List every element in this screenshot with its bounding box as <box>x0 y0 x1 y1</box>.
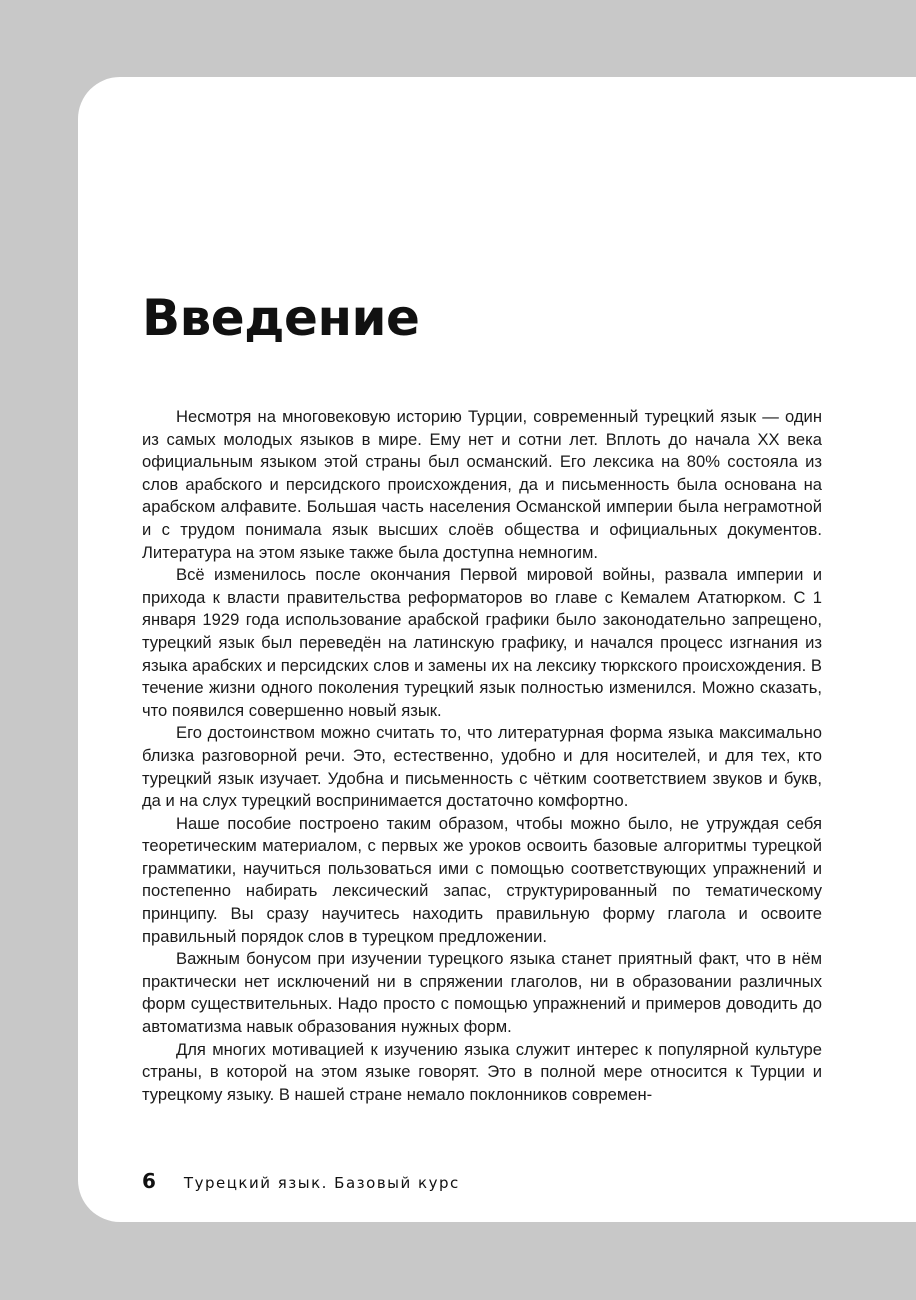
chapter-title: Введение <box>142 289 420 347</box>
paragraph: Для многих мотивацией к изучению языка служит интерес к популярной культуре страны, в которой на этом языке говорят. Это в полной мере относится к Турции и турецкому языку. В нашей стране немало поклонников современ- <box>142 1039 822 1104</box>
book-page <box>78 77 916 1222</box>
paragraph: Всё изменилось после окончания Первой мировой войны, развала империи и прихода к власти правительства реформаторов во главе с Кемалем Ататюрком. С 1 января 1929 года использование арабской графики было законодательно запрещено, турецкий язык был переведён на латинскую графику, и начался процесс изгнания из языка арабских и персидских слов и замены их на лексику тюркского происхождения. В течение жизни одного поколения турецкий язык полностью изменился. Можно сказать, что появился совершенно новый язык. <box>142 565 822 720</box>
page-footer <box>142 1169 460 1193</box>
running-head: Турецкий язык. Базовый курс <box>183 1174 460 1192</box>
page-number: 6 <box>142 1169 156 1193</box>
paragraph: Несмотря на многовековую историю Турции, современный турецкий язык — один из самых молодых языков в мире. Ему нет и сотни лет. Вплоть до начала XX века официальным языком этой страны был османский. Его лексика на 80% состояла из слов арабского и персидского происхождения, да и письменность была основана на арабском алфавите. Большая часть населения Османской империи была неграмотной и с трудом понимала язык высших слоёв общества и официальных документов. Литература на этом языке также была доступна немногим. <box>142 407 822 562</box>
body-text <box>142 406 822 1106</box>
paragraph: Наше пособие построено таким образом, чтобы можно было, не утруждая себя теоретическим материалом, с первых же уроков освоить базовые алгоритмы турецкой грамматики, научиться пользоваться ими с помощью соответствующих упражнений и постепенно набирать лексический запас, структурированный по тематическому принципу. Вы сразу научитесь находить правильную форму глагола и освоите правильный порядок слов в турецком предложении. <box>142 813 822 946</box>
paragraph: Важным бонусом при изучении турецкого языка станет приятный факт, что в нём практически нет исключений ни в спряжении глаголов, ни в образовании различных форм существительных. Надо просто с помощью упражнений и примеров доводить до автоматизма навык образования нужных форм. <box>142 949 822 1037</box>
paragraph: Его достоинством можно считать то, что литературная форма языка максимально близка разговорной речи. Это, естественно, удобно и для носителей, и для тех, кто турецкий язык изучает. Удобна и письменность с чётким соответствием звуков и букв, да и на слух турецкий воспринимается достаточно комфортно. <box>142 723 822 811</box>
